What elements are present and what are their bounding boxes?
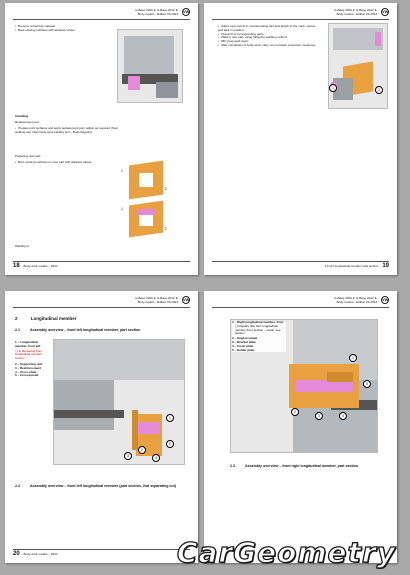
bullet-item: • Weld in new part, using following welding method. — [218, 36, 318, 40]
bullet-list — [218, 25, 318, 48]
callout-1: 1 — [166, 414, 174, 422]
section-title: Longitudinal member — [30, 316, 77, 321]
page-20 — [5, 291, 198, 563]
footer-text: Body work repairs – 2024 — [23, 551, 58, 556]
callout-5: 5 — [363, 380, 371, 388]
manual-line: Body repairs - Edition 09.2024 — [137, 11, 178, 16]
legend-item: 1 – Longitudinal member, front left — [15, 340, 41, 348]
legend-item: 3 – Reinforcement — [15, 365, 42, 370]
model-line: G-Base 2009 ➤ G-Base 2012 ➤ — [334, 8, 377, 12]
callout-3: 3 — [315, 412, 323, 420]
subsection-title: Assembly overview – front left longitudinal member, part section — [30, 328, 141, 332]
installing-heading: Installing — [15, 114, 29, 118]
welding-text: Welding in: — [15, 244, 30, 248]
page-header — [334, 297, 377, 304]
figure-weld — [328, 23, 388, 109]
page-21 — [204, 291, 397, 563]
header-rule — [13, 19, 190, 20]
watermark-logo: CarGeometry — [176, 536, 396, 569]
legend-item: 1 – Right longitudinal member, front — [232, 320, 284, 324]
legend-link[interactable]: ❏ ➤ Renewing front longitudinal member section — [15, 348, 43, 361]
section-number: 2 — [15, 316, 18, 321]
subsection-number: 2.1 — [15, 328, 20, 332]
bullet-item: • Bare existing surfaces with abrasive wheel. — [15, 29, 105, 33]
callout-1: 1 — [329, 84, 337, 92]
figure-brackets — [121, 161, 173, 239]
header-rule — [212, 19, 389, 20]
legend-item: 2 – Supporting unit — [15, 361, 43, 366]
page-header — [135, 9, 178, 16]
page-header — [334, 9, 377, 16]
callout-1: 1 — [121, 169, 123, 173]
vw-logo-icon: VW — [183, 9, 190, 14]
legend-item: 5 – Holder plate — [232, 347, 255, 352]
callout-2: 2 — [375, 86, 383, 94]
callout-2: 2 — [138, 446, 146, 454]
page-number: 19 — [382, 263, 389, 269]
vw-logo-icon: VW — [382, 297, 389, 302]
subsection-heading — [15, 329, 140, 333]
manual-line: Body repairs - Edition 09.2024 — [137, 299, 178, 304]
bullet-item: • MIG plug weld seam — [218, 40, 318, 44]
prepare-label: Preparing new part: — [15, 154, 42, 158]
page-number: 18 — [13, 263, 20, 269]
page-footer — [13, 263, 58, 269]
figure-left-member — [53, 339, 185, 465]
page-number: 20 — [13, 551, 20, 557]
bullet-item: • Remove remaining material. — [15, 25, 105, 29]
legend-list — [232, 321, 286, 352]
legend-item: 4 – Cross plate — [15, 369, 37, 374]
subsection-number: 2.3 — [230, 464, 235, 468]
footer-text: 1 Front longitudinal member side section — [324, 263, 379, 268]
callout-5: 5 — [166, 440, 174, 448]
callout-2: 2 — [291, 408, 299, 416]
subsection-heading — [230, 465, 390, 469]
callout-2: 2 — [165, 227, 167, 231]
subsection-heading-2 — [15, 485, 185, 489]
section-heading — [15, 317, 77, 321]
header-rule — [212, 307, 389, 308]
figure-top — [117, 29, 183, 103]
bullet-item: • Check fit of corresponding parts. — [218, 33, 318, 37]
legend-item: 2 – Support panel — [232, 336, 258, 341]
manual-line: Body repairs - Edition 09.2024 — [336, 11, 377, 16]
model-line: G-Base 2009 ➤ G-Base 2012 ➤ — [334, 296, 377, 300]
manual-line: Body repairs - Edition 09.2024 — [336, 299, 377, 304]
vw-logo-icon: VW — [382, 9, 389, 14]
page-footer — [13, 551, 58, 557]
callout-1: 1 — [349, 354, 357, 362]
callout-4: 4 — [152, 454, 160, 462]
footer-rule — [212, 261, 389, 262]
model-line: G-Base 2009 ➤ G-Base 2012 ➤ — [135, 296, 178, 300]
subsection-title: Assembly overview – front left longitudinal member (part section, 2nd separating cut) — [30, 484, 176, 488]
footer-text: Body work repairs – 2024 — [23, 263, 58, 268]
bullet-item: • After completion of body work, carry out corrosion protection measures. — [218, 44, 318, 48]
bullet-item: • Prepare joint surfaces and apply replacement part, adjust as required (Spot welding tool. Determine spot welding tool – Body Repairs). — [15, 127, 123, 135]
page-18 — [5, 3, 198, 275]
bullet-item: • Bare existing surfaces on new part with abrasive wheel. — [15, 161, 123, 165]
replacement-label: Replacement part: — [15, 120, 40, 124]
legend-note: ❏ Repairs: EE, Ref. longitudinal member front section – repair, see section. — [235, 323, 281, 336]
page-header — [135, 297, 178, 304]
subsection-title: Assembly overview – front right longitudinal member, part section — [245, 464, 359, 468]
legend-item: 3 – Bracket plate — [232, 339, 256, 344]
legend-item: 4 – Cover plate — [232, 343, 254, 348]
legend-item: 5 – Crossspread — [15, 373, 39, 378]
callout-2: 2 — [165, 187, 167, 191]
legend-list — [15, 341, 49, 378]
callout-3: 3 — [124, 452, 132, 460]
footer-rule — [13, 549, 190, 550]
page-19 — [204, 3, 397, 275]
bullet-item: • Adjust new part fit to corresponding part and attach to the mark, secure and tack in position. — [218, 25, 318, 33]
header-rule — [13, 307, 190, 308]
vw-logo-icon: VW — [183, 297, 190, 302]
callout-1: 1 — [121, 207, 123, 211]
bullet-list-top — [15, 25, 105, 33]
footer-rule — [13, 261, 190, 262]
model-line: G-Base 2009 ➤ G-Base 2012 ➤ — [135, 8, 178, 12]
page-footer — [324, 263, 389, 269]
callout-4: 4 — [339, 412, 347, 420]
subsection-number: 2.2 — [15, 484, 20, 488]
